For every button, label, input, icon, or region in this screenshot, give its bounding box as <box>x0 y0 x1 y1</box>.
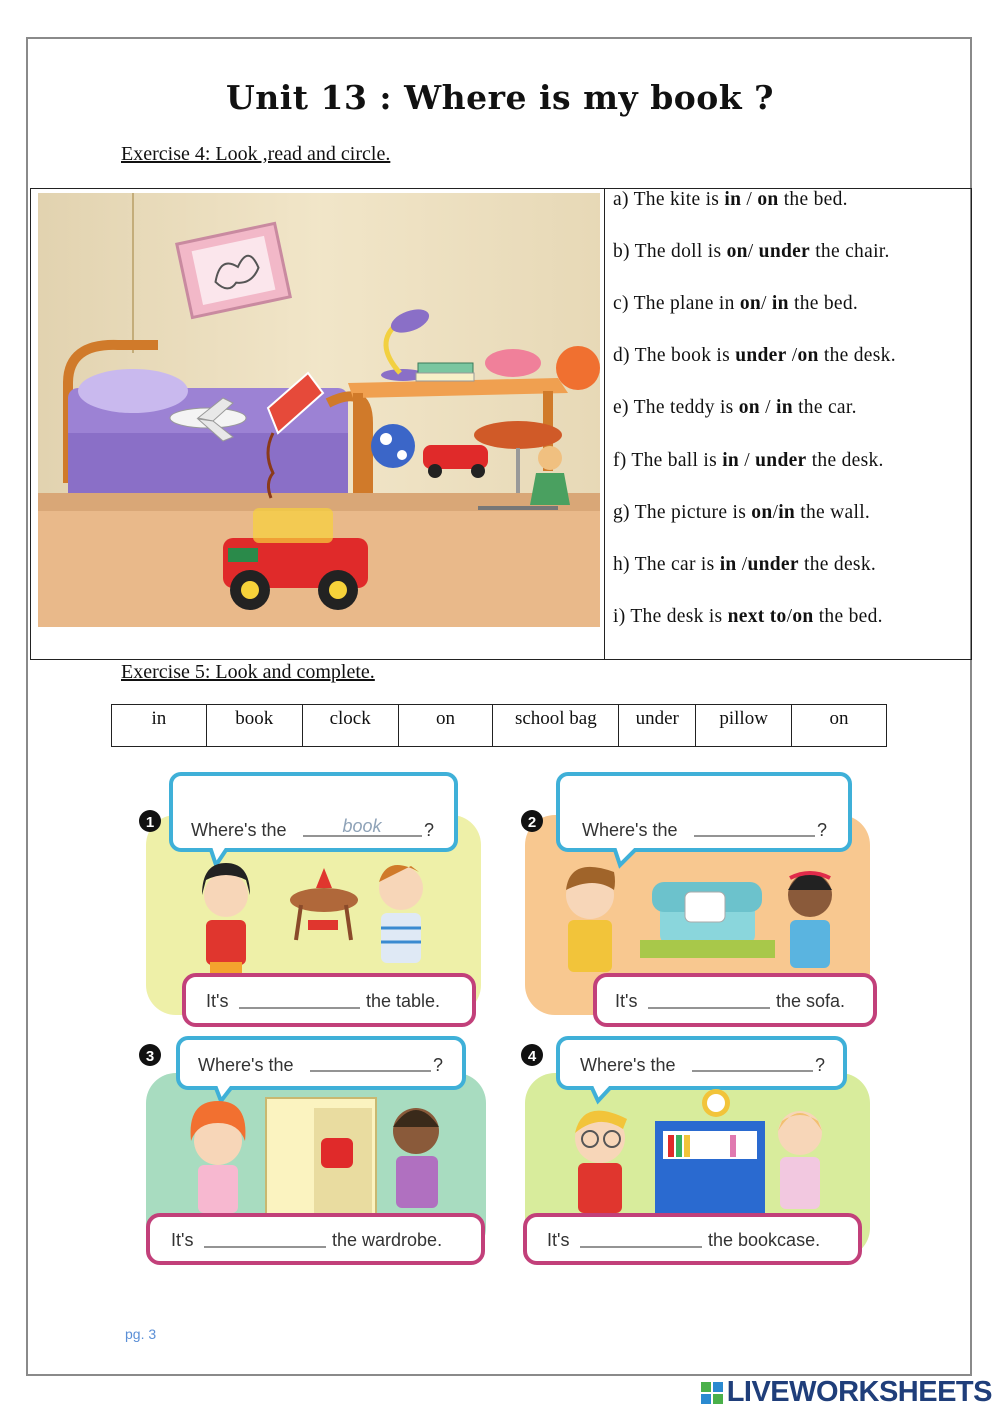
wardrobe-with-bag <box>266 1098 376 1218</box>
page-number: pg. 3 <box>125 1326 157 1342</box>
exercise5-heading: Exercise 5: Look and complete. <box>121 661 375 683</box>
sentence-d: d) The book is under /on the desk. <box>613 345 896 366</box>
word-bank-cell: clock <box>302 705 398 747</box>
reply-start: It's <box>547 1230 570 1250</box>
option[interactable]: under <box>747 554 799 575</box>
option[interactable]: on <box>726 241 748 262</box>
reply-start: It's <box>171 1230 194 1250</box>
option[interactable]: next to <box>727 606 787 627</box>
sentence-a: a) The kite is in / on the bed. <box>613 189 848 210</box>
word-bank-cell: in <box>112 705 207 747</box>
word-bank-cell: under <box>619 705 696 747</box>
word-bank-cell: school bag <box>493 705 619 747</box>
sentence-e: e) The teddy is on / in the car. <box>613 397 857 418</box>
page-title: Unit 13 : Where is my book ? <box>225 78 774 117</box>
question-text: Where's the <box>198 1055 294 1075</box>
option[interactable]: on <box>751 502 773 523</box>
reply-start: It's <box>206 991 229 1011</box>
sofa-with-pillow <box>640 882 775 958</box>
panel-number: 2 <box>527 814 537 831</box>
question-text: Where's the <box>191 820 287 840</box>
panel-2 <box>520 770 880 1030</box>
word-bank-cell: book <box>206 705 302 747</box>
boy-character <box>393 1108 439 1208</box>
sentence-c: c) The plane in on/ in the bed. <box>613 293 859 314</box>
panel-number: 3 <box>145 1048 155 1065</box>
exercise4-heading: Exercise 4: Look ,read and circle. <box>121 143 391 165</box>
reply-end: the table. <box>366 991 441 1011</box>
reply-end: the sofa. <box>776 991 846 1011</box>
option[interactable]: under <box>758 241 811 262</box>
option[interactable]: in <box>719 554 737 575</box>
question-text: Where's the <box>580 1055 676 1075</box>
reply-end: the bookcase. <box>708 1230 821 1250</box>
sentence-b: b) The doll is on/ under the chair. <box>613 241 890 262</box>
exercise4-divider <box>604 188 605 660</box>
panel-1 <box>136 770 486 1030</box>
option[interactable]: on <box>797 345 819 366</box>
word-bank-cell: on <box>792 705 887 747</box>
option[interactable]: under <box>755 450 807 471</box>
option[interactable]: on <box>739 293 762 314</box>
brand-text: LIVEWORKSHEETS <box>726 1376 992 1408</box>
word-bank <box>111 704 887 747</box>
reply-start: It's <box>615 991 638 1011</box>
word-bank-cell: pillow <box>696 705 792 747</box>
panel-4 <box>520 1033 875 1268</box>
option[interactable]: in <box>722 450 740 471</box>
sentence-f: f) The ball is in / under the desk. <box>613 450 884 471</box>
sentence-i: i) The desk is next to/on the bed. <box>613 606 883 627</box>
bedroom-illustration <box>38 193 600 627</box>
option[interactable]: on <box>738 397 760 418</box>
option[interactable]: in <box>724 189 742 210</box>
books <box>416 363 474 381</box>
sentence-h: h) The car is in /under the desk. <box>613 554 877 575</box>
liveworksheets-icon <box>701 1382 723 1404</box>
question-mark: ? <box>424 820 435 840</box>
pencil-case <box>485 349 541 377</box>
question-mark: ? <box>815 1055 826 1075</box>
question-mark: ? <box>817 820 828 840</box>
girl-character <box>778 1111 822 1209</box>
question-mark: ? <box>433 1055 444 1075</box>
panel-3 <box>136 1033 491 1268</box>
panel-number: 1 <box>145 814 155 831</box>
question-text: Where's the <box>582 820 678 840</box>
option[interactable]: in <box>776 397 793 418</box>
option[interactable]: under <box>735 345 787 366</box>
ball <box>371 424 415 468</box>
sentence-g: g) The picture is on/in the wall. <box>613 502 871 523</box>
reply-end: the wardrobe. <box>332 1230 443 1250</box>
brand-logo[interactable] <box>701 1376 992 1409</box>
option[interactable]: in <box>771 293 789 314</box>
answer-text[interactable]: book <box>342 816 382 836</box>
word-bank-cell: on <box>398 705 493 747</box>
option[interactable]: on <box>792 606 814 627</box>
panel-number: 4 <box>527 1048 537 1065</box>
option[interactable]: on <box>757 189 779 210</box>
boy-character <box>379 865 423 963</box>
option[interactable]: in <box>778 502 796 523</box>
